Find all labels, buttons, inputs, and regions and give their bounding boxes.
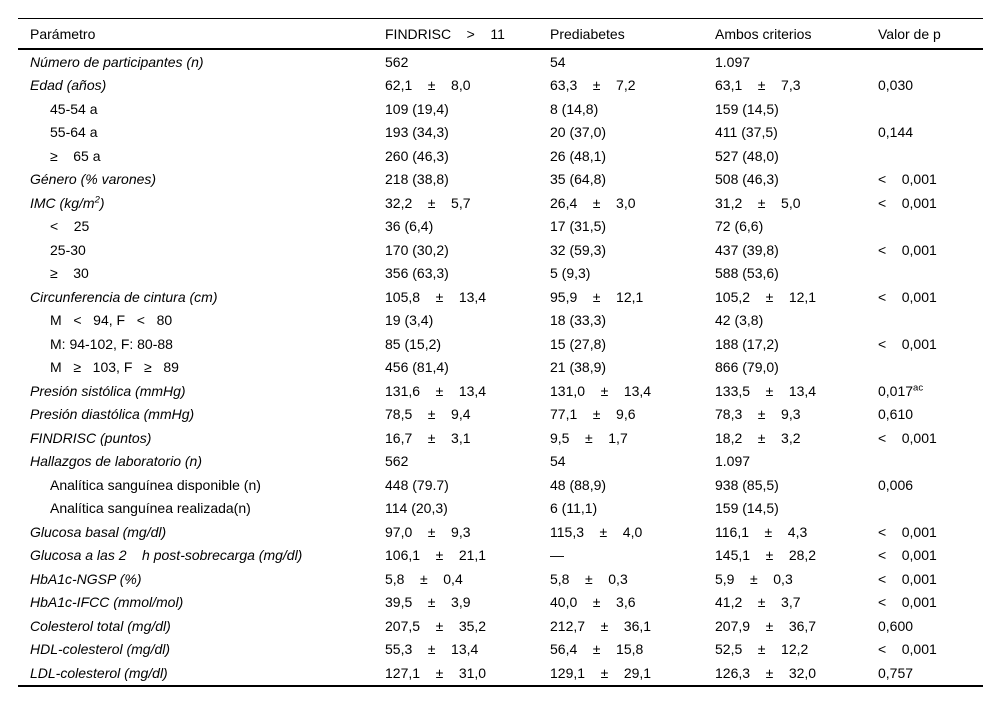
column-header-valor-de-p: Valor de p (878, 19, 983, 50)
cell-ambos-criterios: 63,1 ± 7,3 (715, 77, 801, 94)
row-label: Género (% varones) (30, 171, 157, 188)
p-value-cell: 0,757 (878, 664, 914, 681)
cell-findrisc: 127,1 ± 31,0 (385, 664, 487, 681)
p-value-cell: 0,030 (878, 77, 914, 94)
cell-prediabetes: 20 (37,0) (550, 124, 607, 141)
cell-ambos-criterios: 5,9 ± 0,3 (715, 570, 793, 587)
p-value-cell: < 0,001 (878, 288, 937, 305)
cell-ambos-criterios: 31,2 ± 5,0 (715, 194, 801, 211)
cell-prediabetes: 40,0 ± 3,6 (550, 594, 636, 611)
p-value-cell (878, 49, 983, 74)
cell-prediabetes: 35 (64,8) (550, 171, 607, 188)
row-label: HbA1c-IFCC (mmol/mol) (30, 594, 184, 611)
cell-prediabetes: 8 (14,8) (550, 100, 599, 117)
p-value-cell: < 0,001 (878, 335, 937, 352)
cell-prediabetes: 17 (31,5) (550, 218, 607, 235)
p-value-cell: < 0,001 (878, 547, 937, 564)
table-row (18, 309, 983, 333)
cell-findrisc: 562 (385, 53, 409, 70)
p-value-cell (878, 262, 983, 286)
cell-ambos-criterios: 126,3 ± 32,0 (715, 664, 817, 681)
cell-prediabetes: 26 (48,1) (550, 147, 607, 164)
cell-prediabetes: 18 (33,3) (550, 312, 607, 329)
p-value-cell: 0,006 (878, 476, 914, 493)
cell-findrisc: 562 (385, 453, 409, 470)
table-row (18, 591, 983, 615)
row-label: 55-64 a (50, 124, 98, 141)
cell-findrisc: 32,2 ± 5,7 (385, 194, 471, 211)
table-row (18, 356, 983, 380)
table-row (18, 614, 983, 638)
cell-prediabetes: 26,4 ± 3,0 (550, 194, 636, 211)
table-row (18, 403, 983, 427)
cell-findrisc: 456 (81,4) (385, 359, 449, 376)
column-header-parametro: Parámetro (18, 19, 385, 50)
table-row (18, 144, 983, 168)
cell-findrisc: 218 (38,8) (385, 171, 449, 188)
p-value-cell (878, 144, 983, 168)
row-label: Edad (años) (30, 77, 107, 94)
cell-prediabetes: 115,3 ± 4,0 (550, 523, 643, 540)
p-value-cell (878, 356, 983, 380)
cell-ambos-criterios: 159 (14,5) (715, 500, 779, 517)
row-label: Analítica sanguínea realizada(n) (50, 500, 251, 517)
table-row (18, 661, 983, 686)
table-row (18, 379, 983, 403)
cell-findrisc: 131,6 ± 13,4 (385, 382, 487, 399)
cell-ambos-criterios: 42 (3,8) (715, 312, 764, 329)
table-row (18, 121, 983, 145)
cell-ambos-criterios: 938 (85,5) (715, 476, 779, 493)
row-label: < 25 (50, 218, 90, 235)
cell-ambos-criterios: 437 (39,8) (715, 241, 779, 258)
row-label: HbA1c-NGSP (%) (30, 570, 142, 587)
row-label: Presión diastólica (mmHg) (30, 406, 195, 423)
p-value-cell (878, 497, 983, 521)
row-label: ≥ 30 (50, 265, 89, 282)
row-label: Circunferencia de cintura (cm) (30, 288, 218, 305)
row-label: Presión sistólica (mmHg) (30, 382, 186, 399)
cell-findrisc: 356 (63,3) (385, 265, 449, 282)
cell-prediabetes: 15 (27,8) (550, 335, 607, 352)
cell-ambos-criterios: 133,5 ± 13,4 (715, 382, 817, 399)
table-row (18, 168, 983, 192)
cell-ambos-criterios: 1.097 (715, 453, 751, 470)
table-row (18, 285, 983, 309)
row-label: ≥ 65 a (50, 147, 101, 164)
cell-findrisc: 85 (15,2) (385, 335, 442, 352)
cell-findrisc: 170 (30,2) (385, 241, 449, 258)
cell-ambos-criterios: 527 (48,0) (715, 147, 779, 164)
cell-ambos-criterios: 78,3 ± 9,3 (715, 406, 801, 423)
table-row (18, 450, 983, 474)
row-label: Número de participantes (n) (30, 53, 204, 70)
p-value-cell: 0,600 (878, 617, 914, 634)
p-value-cell: < 0,001 (878, 429, 937, 446)
column-header-findrisc: FINDRISC > 11 (385, 19, 550, 50)
row-label: LDL-colesterol (mg/dl) (30, 664, 168, 681)
cell-prediabetes: 56,4 ± 15,8 (550, 641, 644, 658)
table-row (18, 497, 983, 521)
table-row (18, 544, 983, 568)
row-label: M ≥ 103, F ≥ 89 (50, 359, 179, 376)
cell-prediabetes: 54 (550, 453, 566, 470)
cell-findrisc: 106,1 ± 21,1 (385, 547, 487, 564)
cell-prediabetes: 77,1 ± 9,6 (550, 406, 636, 423)
table-row (18, 473, 983, 497)
cell-prediabetes: 21 (38,9) (550, 359, 607, 376)
row-label: M < 94, F < 80 (50, 312, 173, 329)
cell-findrisc: 16,7 ± 3,1 (385, 429, 471, 446)
cell-ambos-criterios: 1.097 (715, 53, 751, 70)
p-value-cell: < 0,001 (878, 523, 937, 540)
cell-findrisc: 109 (19,4) (385, 100, 449, 117)
cell-prediabetes: 5,8 ± 0,3 (550, 570, 628, 587)
cell-findrisc: 448 (79.7) (385, 476, 449, 493)
p-value-cell (878, 97, 983, 121)
header-row (18, 19, 983, 50)
cell-ambos-criterios: 159 (14,5) (715, 100, 779, 117)
cell-findrisc: 114 (20,3) (385, 500, 448, 517)
cell-ambos-criterios: 116,1 ± 4,3 (715, 523, 808, 540)
row-label: 45-54 a (50, 100, 98, 117)
cell-prediabetes: 95,9 ± 12,1 (550, 288, 644, 305)
p-value-cell: 0,610 (878, 406, 914, 423)
cell-prediabetes: 63,3 ± 7,2 (550, 77, 636, 94)
cell-findrisc: 260 (46,3) (385, 147, 449, 164)
stats-table (18, 18, 983, 687)
row-label: Colesterol total (mg/dl) (30, 617, 171, 634)
cell-ambos-criterios: 41,2 ± 3,7 (715, 594, 801, 611)
cell-findrisc: 193 (34,3) (385, 124, 449, 141)
cell-ambos-criterios: 52,5 ± 12,2 (715, 641, 809, 658)
p-value-cell (878, 309, 983, 333)
cell-ambos-criterios: 866 (79,0) (715, 359, 779, 376)
row-label: 25-30 (50, 241, 86, 258)
label-superscript: 2 (94, 194, 100, 206)
p-value-cell: 0,144 (878, 124, 914, 141)
cell-ambos-criterios: 508 (46,3) (715, 171, 779, 188)
row-label: Hallazgos de laboratorio (n) (30, 453, 202, 470)
row-label: Glucosa a las 2 h post-sobrecarga (mg/dl) (30, 547, 303, 564)
column-header-prediabetes: Prediabetes (550, 19, 715, 50)
p-value-cell: < 0,001 (878, 194, 937, 211)
p-value-superscript: ac (913, 382, 924, 394)
p-value-cell: < 0,001 (878, 570, 937, 587)
table-row (18, 332, 983, 356)
cell-findrisc: 36 (6,4) (385, 218, 434, 235)
cell-ambos-criterios: 411 (37,5) (715, 124, 778, 141)
cell-findrisc: 105,8 ± 13,4 (385, 288, 487, 305)
table-row (18, 426, 983, 450)
table-row (18, 191, 983, 215)
cell-prediabetes: 5 (9,3) (550, 265, 591, 282)
cell-findrisc: 78,5 ± 9,4 (385, 406, 471, 423)
cell-findrisc: 97,0 ± 9,3 (385, 523, 471, 540)
row-label: M: 94-102, F: 80-88 (50, 335, 173, 352)
cell-ambos-criterios: 207,9 ± 36,7 (715, 617, 817, 634)
table-row (18, 97, 983, 121)
cell-ambos-criterios: 145,1 ± 28,2 (715, 547, 817, 564)
cell-ambos-criterios: 188 (17,2) (715, 335, 779, 352)
row-label: Glucosa basal (mg/dl) (30, 523, 167, 540)
cell-ambos-criterios: 588 (53,6) (715, 265, 779, 282)
table-row (18, 638, 983, 662)
table-row (18, 215, 983, 239)
p-value-cell: < 0,001 (878, 594, 937, 611)
cell-findrisc: 55,3 ± 13,4 (385, 641, 479, 658)
cell-ambos-criterios: 72 (6,6) (715, 218, 764, 235)
table-row (18, 567, 983, 591)
cell-prediabetes: 129,1 ± 29,1 (550, 664, 652, 681)
cell-findrisc: 39,5 ± 3,9 (385, 594, 471, 611)
cell-prediabetes: 212,7 ± 36,1 (550, 617, 652, 634)
table-row (18, 74, 983, 98)
table-row (18, 520, 983, 544)
p-value-cell (878, 215, 983, 239)
cell-findrisc: 5,8 ± 0,4 (385, 570, 463, 587)
table-row (18, 262, 983, 286)
cell-findrisc: 19 (3,4) (385, 312, 434, 329)
column-header-ambos-criterios: Ambos criterios (715, 19, 878, 50)
p-value-cell: < 0,001 (878, 241, 937, 258)
p-value-cell: 0,017$^{ac}$ (878, 382, 924, 399)
cell-findrisc: 207,5 ± 35,2 (385, 617, 487, 634)
cell-prediabetes: 131,0 ± 13,4 (550, 382, 652, 399)
table-row (18, 49, 983, 74)
cell-prediabetes: 32 (59,3) (550, 241, 607, 258)
cell-prediabetes: 48 (88,9) (550, 476, 607, 493)
p-value-cell: < 0,001 (878, 171, 937, 188)
cell-ambos-criterios: 105,2 ± 12,1 (715, 288, 817, 305)
cell-prediabetes: — (550, 547, 564, 564)
cell-findrisc: 62,1 ± 8,0 (385, 77, 471, 94)
row-label: HDL-colesterol (mg/dl) (30, 641, 171, 658)
row-label: FINDRISC (puntos) (30, 429, 152, 446)
table-row (18, 238, 983, 262)
cell-prediabetes: 6 (11,1) (550, 500, 598, 517)
p-value-cell: < 0,001 (878, 641, 937, 658)
cell-ambos-criterios: 18,2 ± 3,2 (715, 429, 801, 446)
row-label: Analítica sanguínea disponible (n) (50, 476, 261, 493)
p-value-cell (878, 450, 983, 474)
cell-prediabetes: 54 (550, 53, 566, 70)
cell-prediabetes: 9,5 ± 1,7 (550, 429, 628, 446)
row-label: IMC $(kg/m^2)$ (30, 194, 105, 211)
